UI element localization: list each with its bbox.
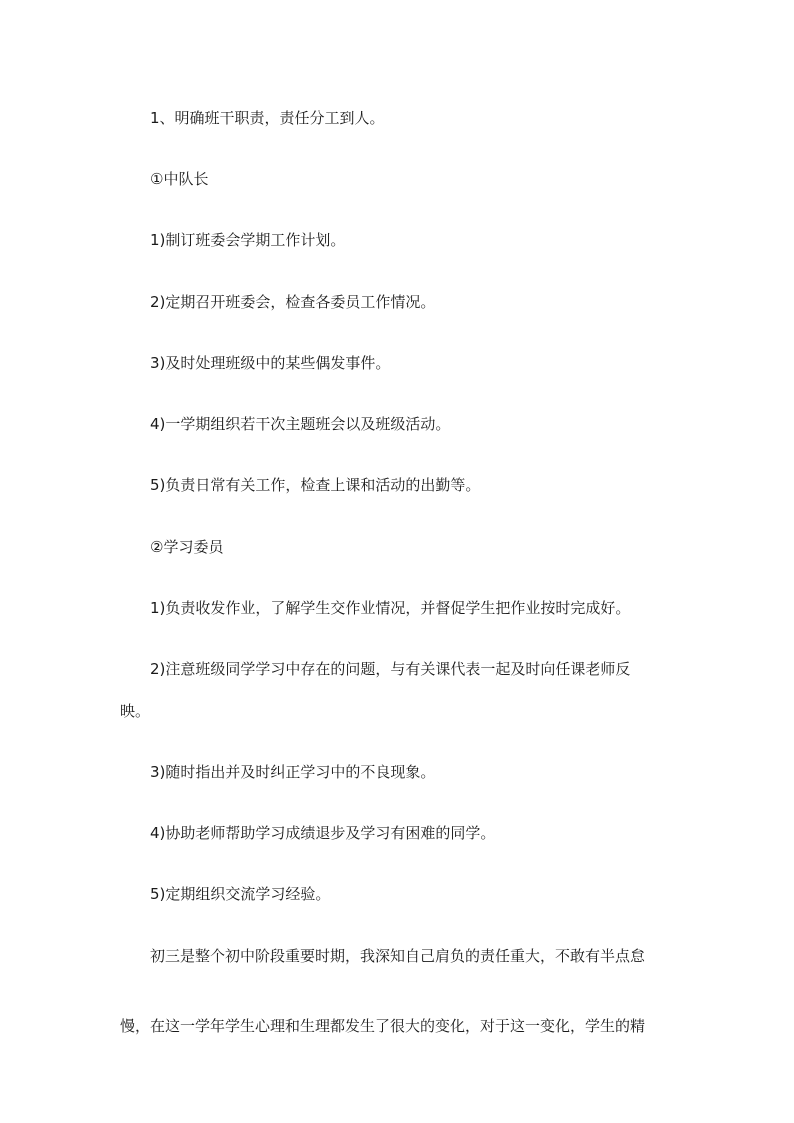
list-item: 4)一学期组织若干次主题班会以及班级活动。	[150, 415, 451, 433]
list-item: 2)定期召开班委会，检查各委员工作情况。	[150, 293, 436, 311]
list-item: 5)负责日常有关工作，检查上课和活动的出勤等。	[150, 476, 481, 494]
list-item-line-1: 2)注意班级同学学习中存在的问题，与有关课代表一起及时向任课老师反	[150, 660, 631, 678]
list-item: 1)制订班委会学期工作计划。	[150, 231, 346, 249]
body-paragraph-line-2: 慢，在这一学年学生心理和生理都发生了很大的变化，对于这一变化，学生的精	[120, 1017, 646, 1035]
list-item: 5)定期组织交流学习经验。	[150, 885, 331, 903]
list-item: 3)随时指出并及时纠正学习中的不良现象。	[150, 763, 436, 781]
subheading-squad-leader: ①中队长	[150, 170, 209, 188]
list-item: 3)及时处理班级中的某些偶发事件。	[150, 354, 391, 372]
subheading-study-committee: ②学习委员	[150, 538, 224, 556]
list-item: 4)协助老师帮助学习成绩退步及学习有困难的同学。	[150, 824, 496, 842]
list-item-line-2: 映。	[120, 702, 151, 720]
heading-class-cadre-duties: 1、明确班干职责，责任分工到人。	[150, 109, 385, 127]
list-item: 1)负责收发作业，了解学生交作业情况，并督促学生把作业按时完成好。	[150, 599, 631, 617]
body-paragraph-line-1: 初三是整个初中阶段重要时期，我深知自己肩负的责任重大，不敢有半点怠	[150, 947, 646, 965]
